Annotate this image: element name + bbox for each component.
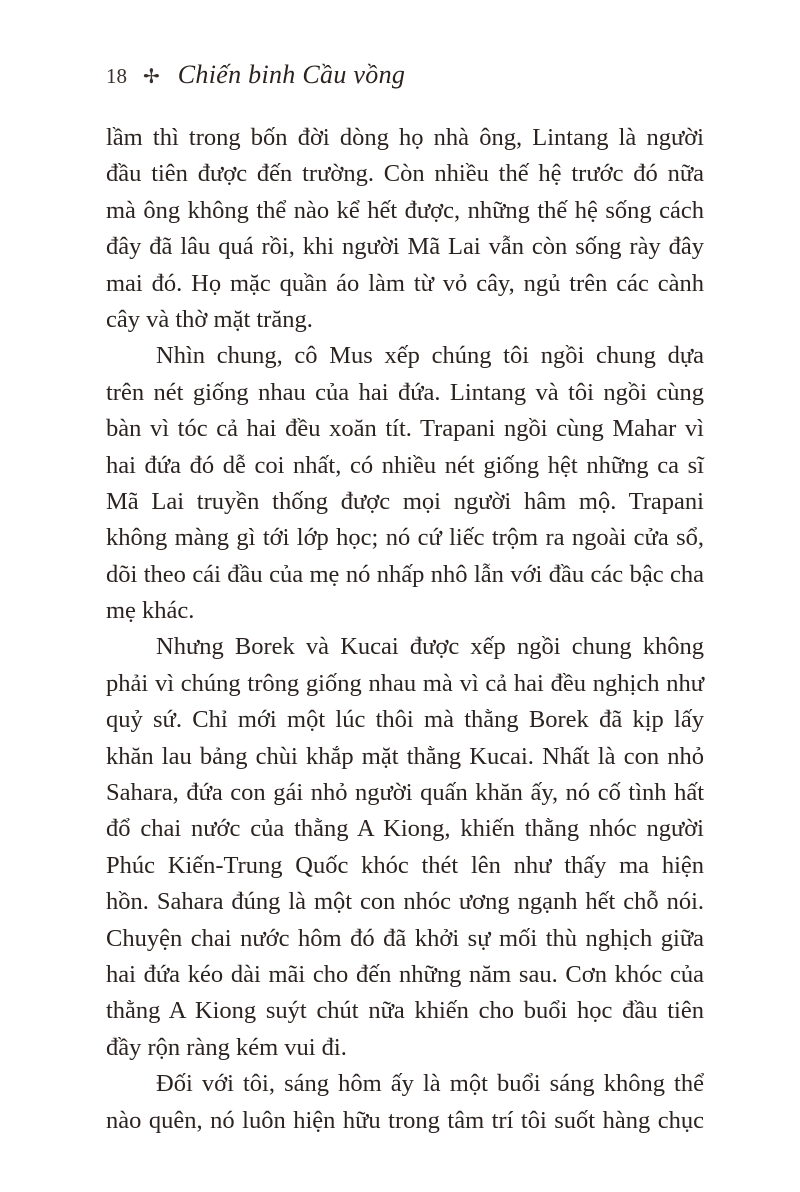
cross-ornament-icon: ✢ xyxy=(143,66,160,88)
text-line: quỷ sứ. Chỉ mới một lúc thôi mà thằng Borek đã kịp lấy xyxy=(106,706,704,734)
text-line: mai đó. Họ mặc quần áo làm từ vỏ cây, ngủ trên các cành xyxy=(106,269,704,297)
text-line: đầy rộn ràng kém vui đi. xyxy=(106,1033,347,1061)
body-text xyxy=(106,120,704,1139)
running-header xyxy=(106,60,405,96)
text-line: mẹ khác. xyxy=(106,597,195,625)
text-line: Sahara, đứa con gái nhỏ người quấn khăn ấy, nó cố tình hất xyxy=(106,779,704,807)
text-line: đây đã lâu quá rồi, khi người Mã Lai vẫn còn sống rày đây xyxy=(106,233,704,261)
text-line: mà ông không thể nào kể hết được, những thế hệ sống cách xyxy=(106,196,704,224)
text-line: bàn vì tóc cả hai đều xoăn tít. Trapani ngồi cùng Mahar vì xyxy=(106,415,704,443)
text-line: nào quên, nó luôn hiện hữu trong tâm trí tôi suốt hàng chục xyxy=(106,1106,704,1134)
paragraph xyxy=(106,1066,704,1139)
paragraph xyxy=(106,629,704,1066)
text-line: khăn lau bảng chùi khắp mặt thằng Kucai. Nhất là con nhỏ xyxy=(106,742,704,770)
paragraph xyxy=(106,120,704,338)
text-line: phải vì chúng trông giống nhau mà vì cả hai đều nghịch như xyxy=(106,669,704,697)
page-number: 18 xyxy=(106,64,127,88)
text-line: lầm thì trong bốn đời dòng họ nhà ông, Lintang là người xyxy=(106,124,704,151)
text-line: Nhìn chung, cô Mus xếp chúng tôi ngồi chung dựa xyxy=(156,342,704,370)
paragraph xyxy=(106,338,704,629)
text-line: trên nét giống nhau của hai đứa. Lintang và tôi ngồi cùng xyxy=(106,378,704,406)
text-line: Phúc Kiến-Trung Quốc khóc thét lên như thấy ma hiện xyxy=(106,851,704,879)
book-title: Chiến binh Cầu vồng xyxy=(177,60,406,89)
text-line: không màng gì tới lớp học; nó cứ liếc trộm ra ngoài cửa sổ, xyxy=(106,524,704,552)
text-line: cây và thờ mặt trăng. xyxy=(106,305,313,333)
text-line: đầu tiên được đến trường. Còn nhiều thế hệ trước đó nữa xyxy=(106,160,704,188)
text-line: Chuyện chai nước hôm đó đã khởi sự mối thù nghịch giữa xyxy=(106,924,704,952)
text-line: Mã Lai truyền thống được mọi người hâm mộ. Trapani xyxy=(106,487,704,515)
text-line: dõi theo cái đầu của mẹ nó nhấp nhô lẫn với đầu các bậc cha xyxy=(106,560,704,588)
text-line: Nhưng Borek và Kucai được xếp ngồi chung không xyxy=(156,633,704,661)
text-line: hai đứa đó dễ coi nhất, có nhiều nét giống hệt những ca sĩ xyxy=(106,451,704,479)
text-line: đổ chai nước của thằng A Kiong, khiến thằng nhóc người xyxy=(106,815,704,843)
text-line: thằng A Kiong suýt chút nữa khiến cho buổi học đầu tiên xyxy=(106,997,704,1025)
text-line: Đối với tôi, sáng hôm ấy là một buổi sáng không thể xyxy=(156,1070,704,1098)
text-line: hồn. Sahara đúng là một con nhóc ương ngạnh hết chỗ nói. xyxy=(106,888,704,916)
text-line: hai đứa kéo dài mãi cho đến những năm sau. Cơn khóc của xyxy=(106,960,704,988)
